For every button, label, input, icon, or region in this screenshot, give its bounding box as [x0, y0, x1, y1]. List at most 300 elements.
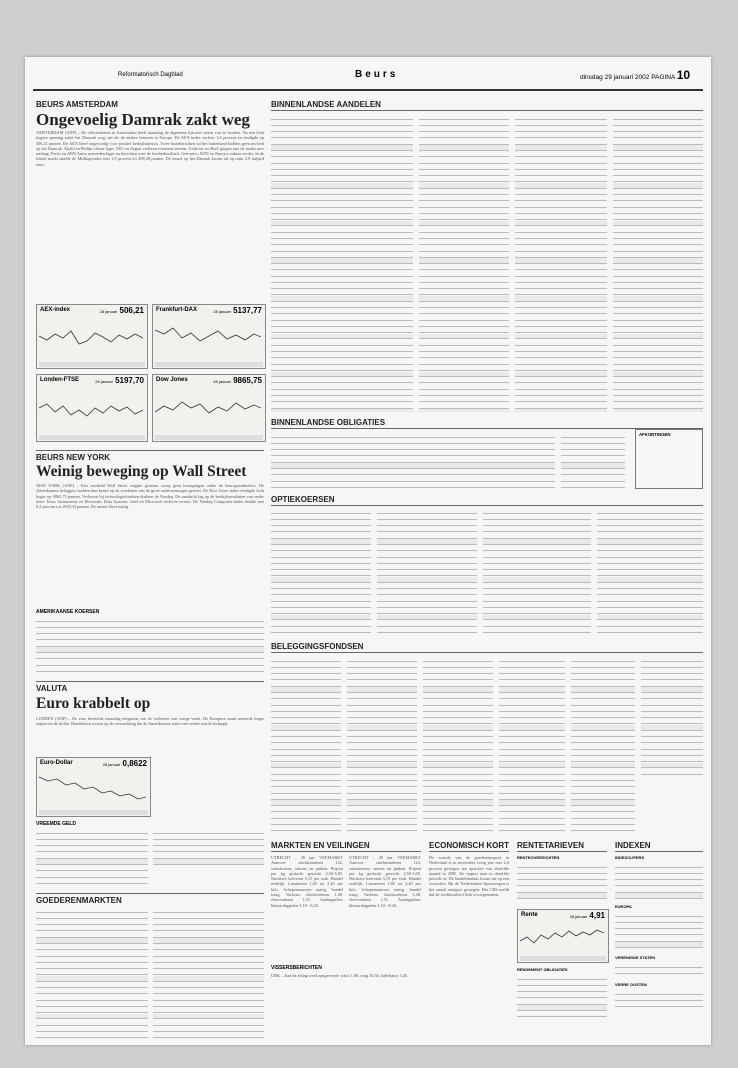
- table-row: [271, 832, 341, 834]
- table-row: [615, 868, 703, 874]
- table-row: [515, 397, 607, 403]
- table-row: [271, 432, 555, 438]
- table-row: [36, 951, 148, 957]
- table-row: [515, 359, 607, 365]
- table-row: [515, 321, 607, 327]
- page-date: [580, 68, 690, 82]
- table-row: [271, 390, 413, 396]
- section-beleggingsfondsen: BELEGGINGSFONDSEN: [271, 642, 364, 651]
- table-row: [271, 353, 413, 359]
- chart-aex-date: 28 januari: [99, 309, 118, 314]
- table-row: [499, 738, 565, 744]
- table-row: [377, 514, 477, 520]
- chart-dowjones-number: 9865,75: [233, 376, 262, 385]
- table-row: [515, 390, 607, 396]
- table-row: [499, 656, 565, 662]
- table-row: [613, 328, 703, 334]
- table-row: [153, 995, 264, 1001]
- table-row: [517, 868, 607, 874]
- table-row: [499, 725, 565, 731]
- date-text: dinsdag 29 januari 2002: [580, 74, 650, 81]
- chart-dax-number: 5137,77: [233, 306, 262, 315]
- table-row: [153, 834, 264, 840]
- table-row: [423, 725, 493, 731]
- table-row: [271, 763, 341, 769]
- table-row: [419, 315, 509, 321]
- table-row: [423, 662, 493, 668]
- table-row: [377, 565, 477, 571]
- section-obligaties: BINNENLANDSE OBLIGATIES: [271, 418, 386, 427]
- table-row: [271, 577, 371, 583]
- table-row: [347, 687, 417, 693]
- table-row: [613, 158, 703, 164]
- table-row: [571, 669, 635, 675]
- table-row: [613, 321, 703, 327]
- table-row: [36, 957, 148, 963]
- table-row: [423, 794, 493, 800]
- table-row: [517, 862, 607, 868]
- table-row: [615, 962, 703, 968]
- table-row: [597, 571, 703, 577]
- table-row: [347, 757, 417, 763]
- table-row: [423, 744, 493, 750]
- table-row: [613, 403, 703, 409]
- table-row: [499, 769, 565, 775]
- table-row: [423, 813, 493, 819]
- table-row: [613, 271, 703, 277]
- table-row: [153, 989, 264, 995]
- chart-dax-footer: [155, 362, 263, 367]
- table-row: [613, 409, 703, 412]
- table-row: [517, 1012, 607, 1018]
- chart-dowjones-footer: [155, 435, 263, 440]
- table-row: [419, 340, 509, 346]
- table-row: [36, 641, 264, 647]
- table-row: [36, 629, 264, 635]
- table-row: [423, 775, 493, 781]
- table-row: [483, 533, 591, 539]
- table-row: [419, 127, 509, 133]
- table-row: [271, 145, 413, 151]
- table-row: [597, 552, 703, 558]
- table-row: [419, 177, 509, 183]
- chart-euro-dollar: [36, 757, 151, 817]
- table-row: [423, 807, 493, 813]
- chart-aex-footer: [39, 362, 145, 367]
- table-row: [419, 171, 509, 177]
- table-row: [36, 920, 148, 926]
- section-markten: MARKTEN EN VEILINGEN: [271, 841, 370, 850]
- table-row: [483, 514, 591, 520]
- table-row: [571, 750, 635, 756]
- table-row: [571, 738, 635, 744]
- table-row: [153, 1033, 264, 1039]
- table-row: [641, 687, 703, 693]
- table-row: [377, 521, 477, 527]
- table-row: [641, 738, 703, 744]
- table-row: [615, 917, 703, 923]
- table-row: [271, 277, 413, 283]
- table-row: [153, 853, 264, 859]
- table-row: [499, 681, 565, 687]
- chart-dowjones-value: [213, 376, 262, 385]
- table-row: [613, 189, 703, 195]
- table-row: [499, 662, 565, 668]
- table-row: [377, 546, 477, 552]
- table-row: [271, 662, 341, 668]
- table-row: [515, 221, 607, 227]
- table-row: [641, 662, 703, 668]
- table-row: [271, 750, 341, 756]
- table-row: [271, 328, 413, 334]
- table-row: [36, 1026, 148, 1032]
- table-row: [271, 621, 371, 627]
- chart-dax: [152, 304, 266, 369]
- table-row: [419, 152, 509, 158]
- table-row: [271, 602, 371, 608]
- table-row: [271, 189, 413, 195]
- divider: [271, 851, 421, 852]
- table-row: [271, 713, 341, 719]
- table-row: [347, 700, 417, 706]
- table-row: [271, 384, 413, 390]
- table-beleggingen-2: [347, 656, 417, 834]
- table-row: [36, 1008, 148, 1014]
- table-row: [271, 514, 371, 520]
- table-row: [271, 533, 371, 539]
- table-row: [571, 813, 635, 819]
- table-row: [571, 763, 635, 769]
- table-row: [347, 788, 417, 794]
- table-row: [483, 552, 591, 558]
- table-row: [377, 527, 477, 533]
- table-row: [347, 832, 417, 834]
- chart-euro-dollar-footer: [39, 810, 148, 815]
- table-row: [36, 841, 148, 847]
- table-beleggingen-6: [641, 656, 703, 776]
- table-row: [419, 183, 509, 189]
- table-row: [419, 378, 509, 384]
- table-vreemde-geld: [36, 828, 148, 888]
- table-row: [423, 800, 493, 806]
- table-row: [517, 987, 607, 993]
- table-row: [36, 938, 148, 944]
- chart-ftse-number: 5197,70: [115, 376, 144, 385]
- table-row: [153, 859, 264, 865]
- table-row: [419, 372, 509, 378]
- table-row: [271, 365, 413, 371]
- table-row: [347, 807, 417, 813]
- table-row: [597, 508, 703, 514]
- table-row: [153, 1001, 264, 1007]
- table-row: [561, 463, 625, 469]
- table-row: [423, 713, 493, 719]
- table-row: [483, 558, 591, 564]
- table-row: [571, 744, 635, 750]
- table-row: [271, 521, 371, 527]
- table-row: [419, 252, 509, 258]
- table-row: [347, 769, 417, 775]
- table-row: [419, 334, 509, 340]
- article-amsterdam: AMSTERDAM (ANP) – De effectenbeurs in Amsterdam heeft maandag de algemene lijn niet weten vast te houden. Na een licht hogere opening zakte het Damrak weg, net als de andere beurzen in Europa. De AEX-index verloor 1,6 procent en eindigde op 506,21 punten. De AEX bleef ongevoelig voor positief bedrijfsnieuws. Twee fusieberichten uit het buitenland hadden geen invloed op het Damrak. Ahold en Philips sloten lager. ING en Aegon verloren eveneens terrein. Unilever en Shell gingen met de markt mee omlaag. Fortis en ABN Amro noteerden lager na berichten over de kredietkwaliteit. Getronics, KPN en Numico zakten verder. In de lokale markt daalde de Midkap-index met 1,0 procent tot 498,28 punten. De omzet op het Damrak kwam uit op ruim 2,9 miljard euro.: [36, 130, 264, 167]
- chart-ftse-value: [95, 376, 144, 385]
- table-row: [153, 1008, 264, 1014]
- table-row: [641, 750, 703, 756]
- table-row: [271, 757, 341, 763]
- table-row: [517, 900, 607, 904]
- table-row: [597, 596, 703, 602]
- table-row: [597, 514, 703, 520]
- divider: [517, 851, 607, 852]
- table-row: [419, 208, 509, 214]
- table-row: [271, 819, 341, 825]
- table-row: [515, 296, 607, 302]
- table-row: [271, 258, 413, 264]
- table-row: [347, 763, 417, 769]
- table-row: [499, 719, 565, 725]
- table-row: [419, 359, 509, 365]
- table-row: [36, 616, 264, 622]
- chart-ftse-line: [39, 386, 143, 430]
- table-row: [419, 290, 509, 296]
- table-row: [36, 913, 148, 919]
- table-row: [271, 340, 413, 346]
- table-row: [271, 546, 371, 552]
- table-aandelen-4: [613, 114, 703, 412]
- table-row: [271, 208, 413, 214]
- table-row: [571, 675, 635, 681]
- divider: [36, 450, 264, 451]
- table-row: [153, 920, 264, 926]
- table-row: [597, 590, 703, 596]
- table-row: [483, 634, 591, 636]
- table-row: [597, 527, 703, 533]
- table-row: [641, 719, 703, 725]
- table-row: [271, 202, 413, 208]
- table-row: [419, 353, 509, 359]
- table-row: [153, 1026, 264, 1032]
- table-row: [36, 673, 264, 674]
- table-row: [271, 627, 371, 633]
- table-row: [271, 794, 341, 800]
- table-row: [613, 183, 703, 189]
- table-row: [641, 675, 703, 681]
- table-row: [423, 656, 493, 662]
- table-beleggingen-3: [423, 656, 493, 834]
- divider: [429, 851, 509, 852]
- table-row: [347, 738, 417, 744]
- table-row: [499, 731, 565, 737]
- table-row: [347, 706, 417, 712]
- table-row: [347, 819, 417, 825]
- table-row: [515, 189, 607, 195]
- table-row: [483, 621, 591, 627]
- table-row: [423, 719, 493, 725]
- table-row: [153, 964, 264, 970]
- table-row: [423, 769, 493, 775]
- table-row: [641, 775, 703, 776]
- table-row: [419, 114, 509, 120]
- table-row: [483, 508, 591, 514]
- table-row: [613, 246, 703, 252]
- table-row: [499, 744, 565, 750]
- table-row: [571, 725, 635, 731]
- table-row: [419, 328, 509, 334]
- chart-aex-line: [39, 316, 143, 358]
- table-row: [377, 627, 477, 633]
- table-row: [419, 196, 509, 202]
- table-verenigde-staten: [615, 962, 703, 978]
- table-row: [613, 302, 703, 308]
- table-row: [271, 438, 555, 444]
- table-row: [515, 196, 607, 202]
- table-row: [515, 177, 607, 183]
- table-row: [419, 277, 509, 283]
- chart-ftse-title: Londen-FTSE: [40, 377, 79, 383]
- table-row: [571, 794, 635, 800]
- table-row: [613, 139, 703, 145]
- table-row: [377, 533, 477, 539]
- table-row: [515, 384, 607, 390]
- table-row: [571, 782, 635, 788]
- article-vissersberichten: URK – Aan de afslag werd aangevoerd: schol 1,80, tong 10,50, kabeljauw 3,40.: [271, 973, 409, 978]
- table-row: [377, 558, 477, 564]
- table-row: [515, 258, 607, 264]
- table-row: [499, 675, 565, 681]
- table-row: [615, 911, 703, 917]
- table-row: [571, 656, 635, 662]
- table-rendement: [517, 974, 607, 1018]
- table-row: [613, 227, 703, 233]
- table-row: [517, 974, 607, 980]
- table-row: [561, 432, 625, 438]
- table-row: [271, 403, 413, 409]
- table-row: [36, 1014, 148, 1020]
- chart-dax-date: 28 januari: [213, 309, 231, 314]
- table-row: [271, 372, 413, 378]
- table-row: [515, 277, 607, 283]
- table-row: [423, 675, 493, 681]
- divider: [36, 681, 264, 682]
- table-row: [271, 583, 371, 589]
- table-row: [271, 826, 341, 832]
- table-row: [36, 1020, 148, 1026]
- chart-rente-value: [570, 911, 605, 920]
- table-row: [419, 397, 509, 403]
- table-optie-3: [483, 508, 591, 636]
- table-row: [499, 700, 565, 706]
- table-beleggingen-1: [271, 656, 341, 834]
- table-row: [515, 120, 607, 126]
- table-row: [515, 365, 607, 371]
- table-row: [515, 164, 607, 170]
- table-row: [613, 372, 703, 378]
- chart-aex: [36, 304, 148, 369]
- table-row: [615, 1002, 703, 1008]
- table-row: [419, 202, 509, 208]
- table-row: [515, 328, 607, 334]
- headline-amsterdam: Ongevoelig Damrak zakt weg: [36, 110, 250, 129]
- table-row: [613, 334, 703, 340]
- table-row: [419, 158, 509, 164]
- table-row: [423, 681, 493, 687]
- table-row: [419, 133, 509, 139]
- table-row: [419, 403, 509, 409]
- table-row: [271, 463, 555, 469]
- table-row: [153, 1020, 264, 1026]
- table-row: [613, 177, 703, 183]
- table-row: [515, 139, 607, 145]
- table-row: [423, 819, 493, 825]
- table-row: [561, 476, 625, 482]
- table-row: [271, 271, 413, 277]
- table-row: [499, 788, 565, 794]
- newspaper-page: [25, 57, 711, 1045]
- table-row: [271, 309, 413, 315]
- table-row: [271, 694, 341, 700]
- table-row: [153, 945, 264, 951]
- table-row: [641, 700, 703, 706]
- table-row: [271, 409, 413, 412]
- table-row: [347, 794, 417, 800]
- table-row: [515, 265, 607, 271]
- table-row: [271, 397, 413, 403]
- table-row: [597, 565, 703, 571]
- table-indexcijfers: [615, 862, 703, 900]
- table-row: [271, 634, 371, 636]
- table-row: [423, 826, 493, 832]
- table-row: [271, 240, 413, 246]
- table-row: [347, 662, 417, 668]
- article-valuta: LONDEN (ANP) – De euro herstelde maandag enigszins van de verliezen van vorige week. De Europese munt noteerde hoger tegenover de dollar. Handelaren wezen op de verwachting dat de Amerikaanse rente niet verder wordt verlaagd.: [36, 716, 264, 727]
- table-row: [36, 834, 148, 840]
- table-row: [499, 800, 565, 806]
- table-row: [153, 866, 264, 868]
- table-row: [615, 949, 703, 951]
- table-row: [483, 609, 591, 615]
- table-row: [517, 875, 607, 881]
- table-row: [483, 565, 591, 571]
- table-row: [615, 862, 703, 868]
- chart-ftse-footer: [39, 435, 145, 440]
- table-row: [271, 346, 413, 352]
- table-row: [613, 365, 703, 371]
- table-row: [483, 571, 591, 577]
- table-beleggingen-5: [571, 656, 635, 834]
- table-row: [517, 1005, 607, 1011]
- table-row: [153, 932, 264, 938]
- table-row: [271, 164, 413, 170]
- table-row: [271, 378, 413, 384]
- table-row: [641, 656, 703, 662]
- table-row: [271, 451, 555, 457]
- table-row: [347, 656, 417, 662]
- table-row: [423, 700, 493, 706]
- table-row: [597, 621, 703, 627]
- table-row: [499, 706, 565, 712]
- table-row: [499, 750, 565, 756]
- table-row: [36, 926, 148, 932]
- table-row: [271, 769, 341, 775]
- table-row: [613, 296, 703, 302]
- section-rentetarieven: RENTETARIEVEN: [517, 841, 584, 850]
- table-optie-4: [597, 508, 703, 636]
- table-row: [483, 596, 591, 602]
- table-row: [641, 757, 703, 763]
- page-number: 10: [676, 68, 691, 82]
- table-row: [613, 315, 703, 321]
- chart-rente-date: 28 januari: [569, 914, 588, 919]
